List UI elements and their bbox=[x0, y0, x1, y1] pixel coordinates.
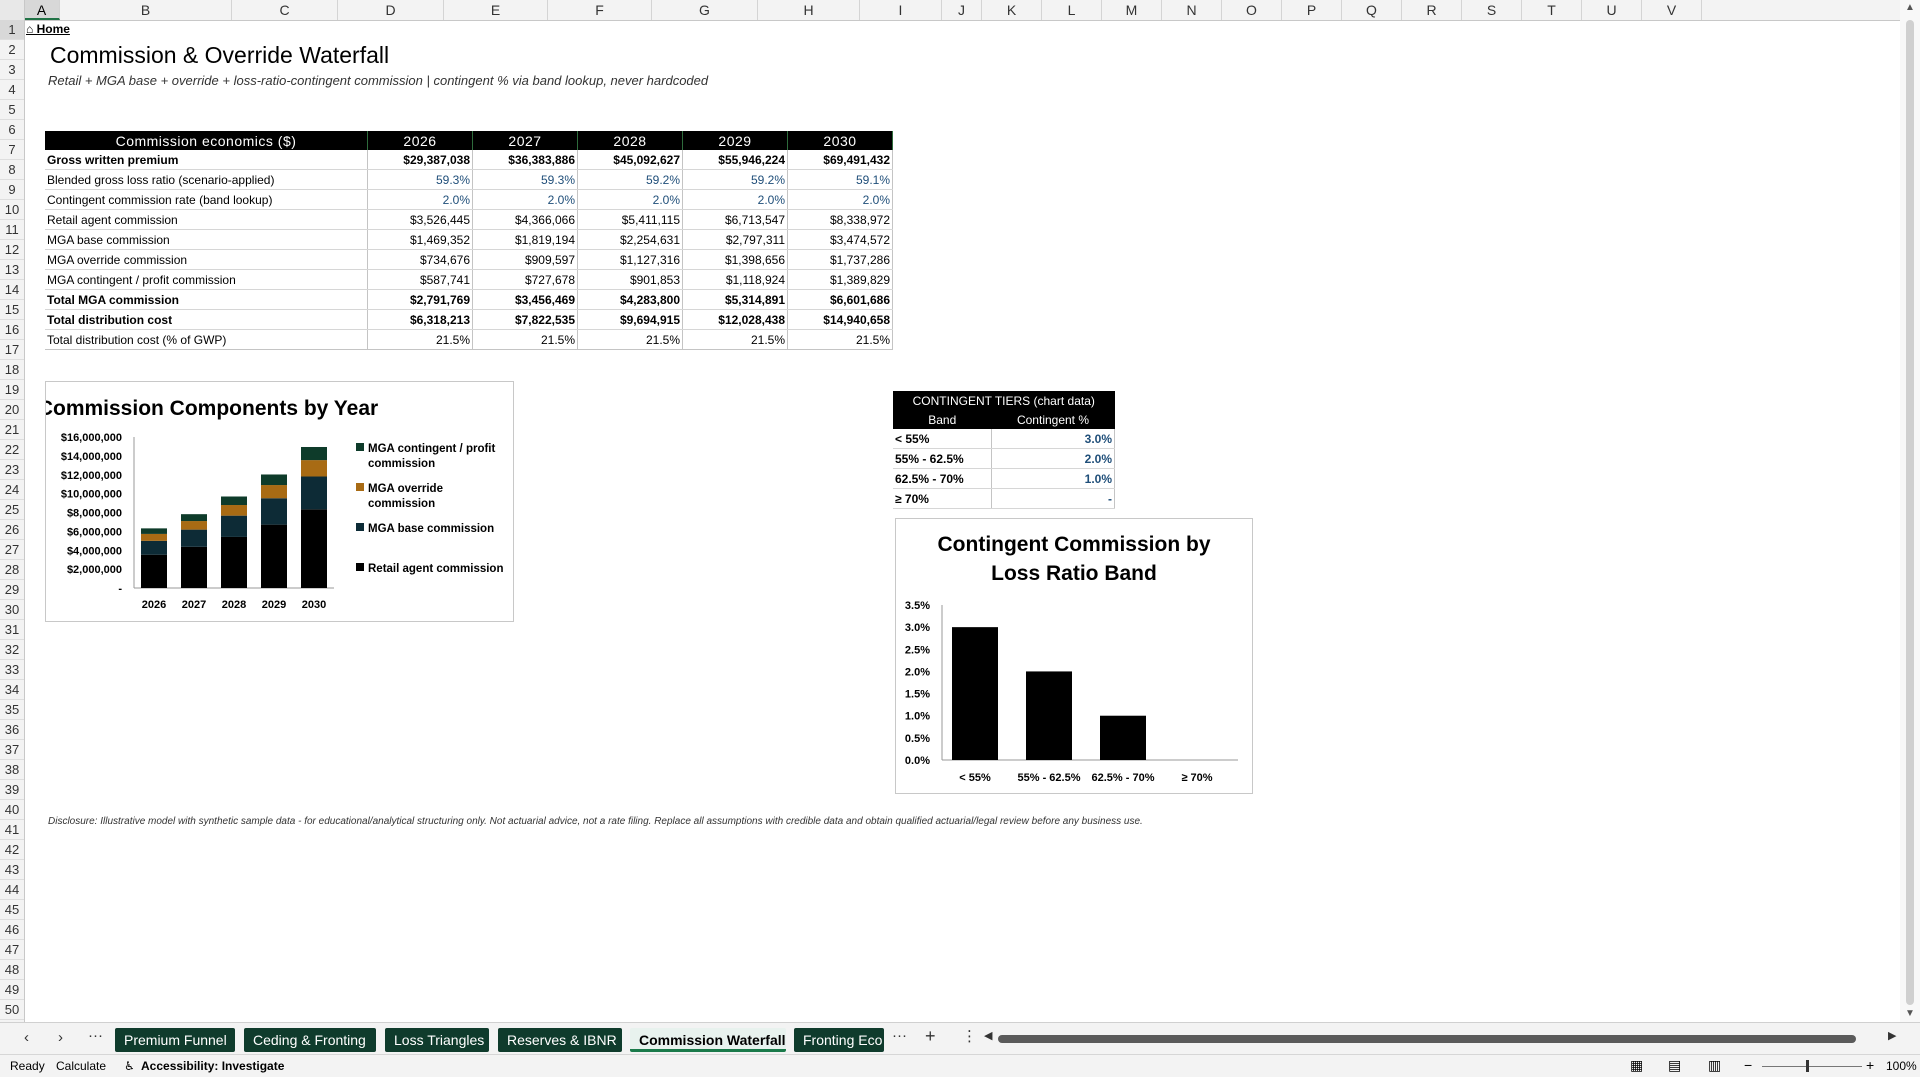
row-header-41[interactable]: 41 bbox=[0, 820, 24, 840]
row-header-33[interactable]: 33 bbox=[0, 660, 24, 680]
row-header-35[interactable]: 35 bbox=[0, 700, 24, 720]
row-header-42[interactable]: 42 bbox=[0, 840, 24, 860]
x-tick-label: ≥ 70% bbox=[1181, 772, 1213, 784]
tab-fronting-eco[interactable]: Fronting Eco bbox=[794, 1028, 884, 1052]
page-layout-icon[interactable]: ▤ bbox=[1668, 1057, 1682, 1073]
tier-band[interactable]: 55% - 62.5% bbox=[893, 449, 992, 469]
value-cell[interactable]: $5,314,891 bbox=[683, 290, 788, 310]
y-tick-label: $16,000,000 bbox=[60, 432, 122, 444]
table-row bbox=[45, 190, 893, 210]
tab-reserves-ibnr[interactable]: Reserves & IBNR bbox=[498, 1028, 622, 1052]
table-row bbox=[45, 270, 893, 290]
row-header-22[interactable]: 22 bbox=[0, 440, 24, 460]
row-header-25[interactable]: 25 bbox=[0, 500, 24, 520]
row-header-20[interactable]: 20 bbox=[0, 400, 24, 420]
scroll-left-icon[interactable]: ◀ bbox=[984, 1030, 993, 1042]
row-header-21[interactable]: 21 bbox=[0, 420, 24, 440]
value-cell[interactable]: $1,469,352 bbox=[368, 230, 473, 250]
value-cell[interactable]: $6,713,547 bbox=[683, 210, 788, 230]
status-bar bbox=[0, 1054, 1920, 1077]
value-cell[interactable]: $734,676 bbox=[368, 250, 473, 270]
tier-row bbox=[893, 489, 1115, 509]
x-tick-label: 2026 bbox=[141, 599, 167, 611]
column-header-bar bbox=[0, 0, 1920, 21]
x-tick-label: 2030 bbox=[301, 599, 327, 611]
row-header-49[interactable]: 49 bbox=[0, 980, 24, 1000]
legend-label: MGA contingent / profit bbox=[368, 443, 496, 455]
accessibility-icon[interactable]: ♿ bbox=[124, 1059, 135, 1073]
y-tick-label: 1.0% bbox=[904, 710, 930, 723]
row-header-13[interactable]: 13 bbox=[0, 260, 24, 280]
bar-segment bbox=[181, 530, 207, 547]
row-header-45[interactable]: 45 bbox=[0, 900, 24, 920]
chart-title: Contingent Commission by bbox=[937, 533, 1211, 556]
table-row bbox=[45, 290, 893, 310]
row-header-23[interactable]: 23 bbox=[0, 460, 24, 480]
column-header-d[interactable]: D bbox=[338, 0, 444, 20]
econ-year-2030: 2030 bbox=[788, 131, 893, 150]
row-header-3[interactable]: 3 bbox=[0, 60, 24, 80]
bar-segment bbox=[141, 528, 167, 534]
value-cell[interactable]: 2.0% bbox=[788, 190, 893, 210]
value-cell[interactable]: $29,387,038 bbox=[368, 150, 473, 170]
x-tick-label: 62.5% - 70% bbox=[1091, 772, 1155, 784]
tiers-col-band: Band bbox=[893, 410, 992, 429]
tier-band[interactable]: 62.5% - 70% bbox=[893, 469, 992, 489]
row-header-31[interactable]: 31 bbox=[0, 620, 24, 640]
table-row bbox=[45, 330, 893, 350]
contingent-tiers-table bbox=[893, 391, 1115, 509]
row-label[interactable]: Gross written premium bbox=[45, 150, 368, 170]
column-header-f[interactable]: F bbox=[548, 0, 652, 20]
bar-segment bbox=[261, 474, 287, 485]
value-cell[interactable]: $1,398,656 bbox=[683, 250, 788, 270]
horizontal-scrollbar[interactable] bbox=[998, 1035, 1856, 1043]
row-header-bar bbox=[0, 20, 25, 1022]
tier-band[interactable]: ≥ 70% bbox=[893, 489, 992, 509]
disclosure-text: Disclosure: Illustrative model with synthetic sample data - for educational/analytical structuring only. Not actuarial advice, not a rate filing. Replace all assumptions with credible data and obtain qualified actuarial/legal review before any business use. bbox=[48, 816, 1143, 827]
value-cell[interactable]: $901,853 bbox=[578, 270, 683, 290]
page-subtitle: Retail + MGA base + override + loss-ratio-contingent commission | contingent % via band lookup, never hardcoded bbox=[48, 73, 709, 88]
row-header-43[interactable]: 43 bbox=[0, 860, 24, 880]
row-header-7[interactable]: 7 bbox=[0, 140, 24, 160]
bar-segment bbox=[301, 477, 327, 510]
row-header-10[interactable]: 10 bbox=[0, 200, 24, 220]
value-cell[interactable]: 21.5% bbox=[578, 330, 683, 350]
column-header-q[interactable]: Q bbox=[1342, 0, 1402, 20]
bar bbox=[1026, 671, 1072, 760]
bar-segment bbox=[221, 505, 247, 516]
table-row bbox=[45, 310, 893, 330]
bar-segment bbox=[141, 534, 167, 541]
bar bbox=[1100, 716, 1146, 760]
tier-pct[interactable]: 3.0% bbox=[992, 429, 1115, 449]
row-header-14[interactable]: 14 bbox=[0, 280, 24, 300]
value-cell[interactable]: $6,318,213 bbox=[368, 310, 473, 330]
column-header-k[interactable]: K bbox=[982, 0, 1042, 20]
value-cell[interactable]: 59.2% bbox=[578, 170, 683, 190]
bar-segment bbox=[181, 547, 207, 588]
chart-title: Commission Components by Year bbox=[46, 397, 379, 420]
value-cell[interactable]: 2.0% bbox=[473, 190, 578, 210]
vertical-scroll-thumb[interactable] bbox=[1906, 20, 1914, 1005]
value-cell[interactable]: $12,028,438 bbox=[683, 310, 788, 330]
bar-segment bbox=[221, 497, 247, 506]
x-tick-label: 2027 bbox=[181, 599, 207, 611]
row-header-38[interactable]: 38 bbox=[0, 760, 24, 780]
bar-segment bbox=[261, 498, 287, 524]
column-header-j[interactable]: J bbox=[942, 0, 982, 20]
contingent-commission-svg bbox=[896, 519, 1252, 793]
commission-economics-table bbox=[45, 131, 893, 350]
column-header-e[interactable]: E bbox=[444, 0, 548, 20]
row-header-26[interactable]: 26 bbox=[0, 520, 24, 540]
y-tick-label: $12,000,000 bbox=[60, 469, 122, 482]
value-cell[interactable]: 59.3% bbox=[473, 170, 578, 190]
value-cell[interactable]: 21.5% bbox=[368, 330, 473, 350]
overflow-tabs-icon[interactable]: ··· bbox=[892, 1027, 907, 1044]
value-cell[interactable]: $2,791,769 bbox=[368, 290, 473, 310]
y-tick-label: 1.5% bbox=[904, 688, 930, 701]
prev-sheet-icon[interactable]: ‹ bbox=[24, 1029, 29, 1046]
row-header-27[interactable]: 27 bbox=[0, 540, 24, 560]
econ-year-2028: 2028 bbox=[578, 131, 683, 150]
value-cell[interactable]: $4,366,066 bbox=[473, 210, 578, 230]
legend-label-line2: commission bbox=[368, 498, 436, 510]
column-header-b[interactable]: B bbox=[60, 0, 232, 20]
tab-premium-funnel[interactable]: Premium Funnel bbox=[115, 1028, 235, 1052]
value-cell[interactable]: $1,389,829 bbox=[788, 270, 893, 290]
row-header-17[interactable]: 17 bbox=[0, 340, 24, 360]
value-cell[interactable]: 21.5% bbox=[683, 330, 788, 350]
y-tick-label: 0.5% bbox=[904, 732, 930, 745]
column-header-s[interactable]: S bbox=[1462, 0, 1522, 20]
x-tick-label: 2029 bbox=[261, 599, 287, 611]
value-cell[interactable]: 59.2% bbox=[683, 170, 788, 190]
value-cell[interactable]: $7,822,535 bbox=[473, 310, 578, 330]
zoom-in-icon[interactable]: + bbox=[1866, 1057, 1875, 1073]
value-cell[interactable]: 21.5% bbox=[473, 330, 578, 350]
chart-title-line2: Loss Ratio Band bbox=[991, 562, 1157, 585]
scroll-right-icon[interactable]: ▶ bbox=[1888, 1030, 1897, 1042]
table-row bbox=[45, 210, 893, 230]
tier-row bbox=[893, 429, 1115, 449]
value-cell[interactable]: $1,737,286 bbox=[788, 250, 893, 270]
value-cell[interactable]: $5,411,115 bbox=[578, 210, 683, 230]
row-header-15[interactable]: 15 bbox=[0, 300, 24, 320]
y-tick-label: $8,000,000 bbox=[66, 507, 122, 520]
x-tick-label: < 55% bbox=[959, 772, 991, 784]
value-cell[interactable]: 2.0% bbox=[578, 190, 683, 210]
page-break-icon[interactable]: ▥ bbox=[1708, 1057, 1722, 1073]
column-header-m[interactable]: M bbox=[1102, 0, 1162, 20]
legend-swatch bbox=[356, 523, 364, 531]
row-header-16[interactable]: 16 bbox=[0, 320, 24, 340]
scroll-up-icon[interactable]: ▲ bbox=[1905, 2, 1915, 13]
value-cell[interactable]: $8,338,972 bbox=[788, 210, 893, 230]
value-cell[interactable]: $14,940,658 bbox=[788, 310, 893, 330]
econ-header-label: Commission economics ($) bbox=[45, 131, 368, 150]
bar bbox=[952, 627, 998, 760]
row-header-11[interactable]: 11 bbox=[0, 220, 24, 240]
bar-segment bbox=[301, 447, 327, 460]
value-cell[interactable]: $3,526,445 bbox=[368, 210, 473, 230]
row-header-48[interactable]: 48 bbox=[0, 960, 24, 980]
table-row bbox=[45, 170, 893, 190]
tier-row bbox=[893, 449, 1115, 469]
legend-label-line2: commission bbox=[368, 458, 436, 470]
column-header-r[interactable]: R bbox=[1402, 0, 1462, 20]
table-row bbox=[45, 250, 893, 270]
value-cell[interactable]: $2,254,631 bbox=[578, 230, 683, 250]
row-header-9[interactable]: 9 bbox=[0, 180, 24, 200]
column-header-o[interactable]: O bbox=[1222, 0, 1282, 20]
value-cell[interactable]: $587,741 bbox=[368, 270, 473, 290]
value-cell[interactable]: 21.5% bbox=[788, 330, 893, 350]
next-sheet-icon[interactable]: › bbox=[58, 1029, 63, 1046]
row-header-2[interactable]: 2 bbox=[0, 40, 24, 60]
tier-row bbox=[893, 469, 1115, 489]
commission-components-chart[interactable] bbox=[45, 381, 514, 622]
column-header-p[interactable]: P bbox=[1282, 0, 1342, 20]
select-all-corner[interactable] bbox=[0, 0, 25, 21]
row-header-28[interactable]: 28 bbox=[0, 560, 24, 580]
y-tick-label: 0.0% bbox=[904, 755, 930, 767]
y-tick-label: $4,000,000 bbox=[66, 545, 122, 558]
value-cell[interactable]: $36,383,886 bbox=[473, 150, 578, 170]
column-header-a[interactable]: A bbox=[24, 0, 60, 20]
table-row bbox=[45, 150, 893, 170]
row-header-34[interactable]: 34 bbox=[0, 680, 24, 700]
table-row bbox=[45, 230, 893, 250]
value-cell[interactable]: $4,283,800 bbox=[578, 290, 683, 310]
value-cell[interactable]: $55,946,224 bbox=[683, 150, 788, 170]
row-header-19[interactable]: 19 bbox=[0, 380, 24, 400]
y-tick-label: 3.5% bbox=[904, 600, 930, 612]
commission-components-svg bbox=[46, 382, 513, 621]
y-tick-label: - bbox=[118, 583, 122, 595]
legend-swatch bbox=[356, 443, 364, 451]
more-sheets-icon[interactable]: ··· bbox=[88, 1027, 103, 1044]
bar-segment bbox=[181, 514, 207, 521]
home-link[interactable]: ⌂ Home bbox=[26, 22, 70, 36]
zoom-slider[interactable] bbox=[1762, 1066, 1862, 1067]
value-cell[interactable]: $2,797,311 bbox=[683, 230, 788, 250]
legend-swatch bbox=[356, 563, 364, 571]
row-label[interactable]: Total MGA commission bbox=[45, 290, 368, 310]
status-ready: Ready bbox=[10, 1059, 45, 1073]
column-header-i[interactable]: I bbox=[860, 0, 942, 20]
add-sheet-icon[interactable]: + bbox=[925, 1026, 936, 1046]
row-header-36[interactable]: 36 bbox=[0, 720, 24, 740]
zoom-level[interactable]: 100% bbox=[1886, 1059, 1917, 1073]
contingent-commission-chart[interactable] bbox=[895, 518, 1253, 794]
value-cell[interactable]: $3,474,572 bbox=[788, 230, 893, 250]
econ-year-2026: 2026 bbox=[368, 131, 473, 150]
x-tick-label: 2028 bbox=[221, 599, 247, 611]
row-label[interactable]: Total distribution cost bbox=[45, 310, 368, 330]
row-header-4[interactable]: 4 bbox=[0, 80, 24, 100]
row-header-39[interactable]: 39 bbox=[0, 780, 24, 800]
column-header-t[interactable]: T bbox=[1522, 0, 1582, 20]
x-tick-label: 55% - 62.5% bbox=[1017, 772, 1081, 784]
value-cell[interactable]: 2.0% bbox=[683, 190, 788, 210]
bar-segment bbox=[261, 525, 287, 588]
value-cell[interactable]: $1,819,194 bbox=[473, 230, 578, 250]
column-header-u[interactable]: U bbox=[1582, 0, 1642, 20]
tab-commission-waterfall[interactable]: Commission Waterfall bbox=[630, 1028, 786, 1052]
bar-segment bbox=[221, 537, 247, 588]
tier-pct[interactable]: 2.0% bbox=[992, 449, 1115, 469]
legend-label: Retail agent commission bbox=[368, 563, 504, 575]
tab-ceding-fronting[interactable]: Ceding & Fronting bbox=[244, 1028, 376, 1052]
value-cell[interactable]: $1,127,316 bbox=[578, 250, 683, 270]
page-title: Commission & Override Waterfall bbox=[50, 42, 390, 68]
value-cell[interactable]: $727,678 bbox=[473, 270, 578, 290]
row-label[interactable]: Retail agent commission bbox=[45, 210, 368, 230]
row-header-44[interactable]: 44 bbox=[0, 880, 24, 900]
row-header-29[interactable]: 29 bbox=[0, 580, 24, 600]
value-cell[interactable]: $3,456,469 bbox=[473, 290, 578, 310]
legend-label: MGA base commission bbox=[368, 523, 495, 535]
legend-label: MGA override bbox=[368, 483, 443, 495]
tier-pct[interactable]: - bbox=[992, 489, 1115, 509]
y-tick-label: 2.0% bbox=[904, 666, 930, 679]
column-header-h[interactable]: H bbox=[758, 0, 860, 20]
tier-band[interactable]: < 55% bbox=[893, 429, 992, 449]
row-label[interactable]: Contingent commission rate (band lookup) bbox=[45, 190, 368, 210]
row-header-8[interactable]: 8 bbox=[0, 160, 24, 180]
sheet-tab-bar bbox=[0, 1022, 1920, 1055]
column-header-n[interactable]: N bbox=[1162, 0, 1222, 20]
bar-segment bbox=[221, 516, 247, 537]
row-label[interactable]: Total distribution cost (% of GWP) bbox=[45, 330, 368, 350]
value-cell[interactable]: $909,597 bbox=[473, 250, 578, 270]
column-header-c[interactable]: C bbox=[232, 0, 338, 20]
y-tick-label: $2,000,000 bbox=[66, 564, 122, 577]
bar-segment bbox=[301, 460, 327, 476]
tiers-caption: CONTINGENT TIERS (chart data) bbox=[893, 391, 1115, 410]
column-header-g[interactable]: G bbox=[652, 0, 758, 20]
tiers-col-pct: Contingent % bbox=[992, 410, 1115, 429]
tab-loss-triangles[interactable]: Loss Triangles bbox=[385, 1028, 489, 1052]
row-header-30[interactable]: 30 bbox=[0, 600, 24, 620]
calculate-button[interactable]: Calculate bbox=[56, 1059, 107, 1073]
row-header-5[interactable]: 5 bbox=[0, 100, 24, 120]
value-cell[interactable]: $6,601,686 bbox=[788, 290, 893, 310]
column-header-l[interactable]: L bbox=[1042, 0, 1102, 20]
row-header-32[interactable]: 32 bbox=[0, 640, 24, 660]
value-cell[interactable]: 59.1% bbox=[788, 170, 893, 190]
row-header-40[interactable]: 40 bbox=[0, 800, 24, 820]
y-tick-label: $14,000,000 bbox=[60, 450, 122, 463]
normal-view-icon[interactable]: ▦ bbox=[1630, 1057, 1644, 1073]
row-label[interactable]: MGA contingent / profit commission bbox=[45, 270, 368, 290]
sheet-options-icon[interactable]: ⋮ bbox=[962, 1028, 977, 1045]
row-header-24[interactable]: 24 bbox=[0, 480, 24, 500]
y-tick-label: 2.5% bbox=[904, 644, 930, 657]
bar-segment bbox=[301, 509, 327, 588]
tier-pct[interactable]: 1.0% bbox=[992, 469, 1115, 489]
row-header-50[interactable]: 50 bbox=[0, 1000, 24, 1020]
row-label[interactable]: MGA override commission bbox=[45, 250, 368, 270]
accessibility-status[interactable]: Accessibility: Investigate bbox=[141, 1059, 285, 1073]
value-cell[interactable]: $1,118,924 bbox=[683, 270, 788, 290]
y-tick-label: $6,000,000 bbox=[66, 526, 122, 539]
row-header-37[interactable]: 37 bbox=[0, 740, 24, 760]
bar-segment bbox=[181, 521, 207, 530]
econ-year-2027: 2027 bbox=[473, 131, 578, 150]
scroll-down-icon[interactable]: ▼ bbox=[1905, 1008, 1915, 1019]
value-cell[interactable]: $9,694,915 bbox=[578, 310, 683, 330]
vertical-scrollbar[interactable] bbox=[1900, 0, 1920, 1022]
value-cell[interactable]: $45,092,627 bbox=[578, 150, 683, 170]
row-label[interactable]: Blended gross loss ratio (scenario-applied) bbox=[45, 170, 368, 190]
row-header-47[interactable]: 47 bbox=[0, 940, 24, 960]
y-tick-label: $10,000,000 bbox=[60, 488, 122, 501]
legend-swatch bbox=[356, 483, 364, 491]
row-header-12[interactable]: 12 bbox=[0, 240, 24, 260]
row-header-6[interactable]: 6 bbox=[0, 120, 24, 140]
zoom-out-icon[interactable]: − bbox=[1744, 1057, 1753, 1073]
column-header-v[interactable]: V bbox=[1642, 0, 1702, 20]
bar-segment bbox=[141, 555, 167, 588]
value-cell[interactable]: $69,491,432 bbox=[788, 150, 893, 170]
econ-year-2029: 2029 bbox=[683, 131, 788, 150]
zoom-slider-thumb[interactable] bbox=[1806, 1060, 1809, 1072]
row-header-1[interactable]: 1 bbox=[0, 20, 24, 40]
bar-segment bbox=[261, 485, 287, 498]
row-header-18[interactable]: 18 bbox=[0, 360, 24, 380]
row-label[interactable]: MGA base commission bbox=[45, 230, 368, 250]
bar-segment bbox=[141, 541, 167, 555]
value-cell[interactable]: 59.3% bbox=[368, 170, 473, 190]
y-tick-label: 3.0% bbox=[904, 622, 930, 635]
value-cell[interactable]: 2.0% bbox=[368, 190, 473, 210]
row-header-46[interactable]: 46 bbox=[0, 920, 24, 940]
